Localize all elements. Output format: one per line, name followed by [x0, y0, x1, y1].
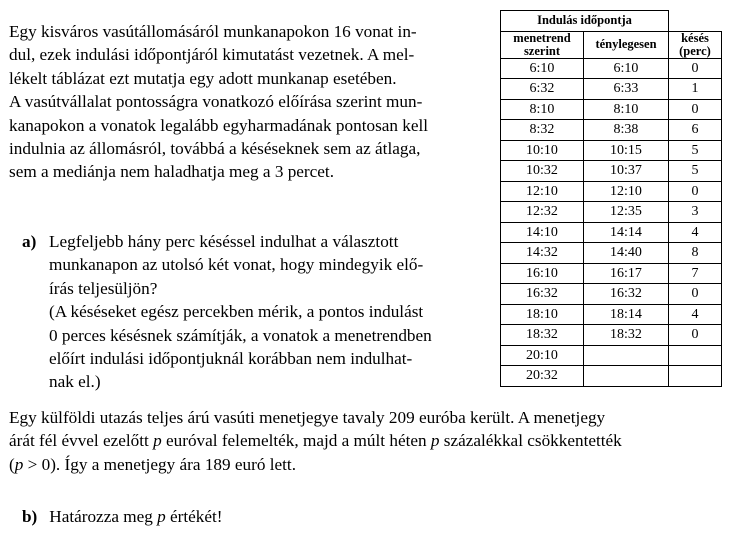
departure-table-container [500, 10, 722, 387]
question-a-line: Legfeljebb hány perc késéssel indulhat a választott [49, 232, 399, 251]
variable-p: p [14, 454, 24, 474]
question-a-line: előírt indulási időpontjuknál korábban nem indulhat- [49, 349, 413, 369]
cell-scheduled: 14:32 [501, 243, 584, 264]
ticket-line-3: (p > 0). Így a menetjegy ára 189 euró lett. [9, 454, 296, 474]
table-row [501, 243, 722, 264]
cell-delay: 1 [669, 79, 722, 100]
empty-header-cell [669, 11, 722, 32]
intro-line: indulnia az állomásról, továbbá a késéseknek sem az átlaga, [9, 139, 421, 159]
cell-actual: 18:14 [584, 304, 669, 325]
table-row [501, 140, 722, 161]
cell-actual: 16:17 [584, 263, 669, 284]
table-row [501, 284, 722, 305]
intro-line: Egy kisváros vasútállomásáról munkanapokon 16 vonat in- [9, 22, 417, 41]
cell-actual: 18:32 [584, 325, 669, 346]
header-delay [669, 31, 722, 58]
cell-delay: 5 [669, 140, 722, 161]
question-b-label: b) [22, 507, 38, 526]
question-a [22, 230, 492, 394]
cell-scheduled: 20:32 [501, 366, 584, 387]
cell-delay: 0 [669, 58, 722, 79]
cell-scheduled: 8:32 [501, 120, 584, 141]
header-scheduled [501, 31, 584, 58]
departure-table [500, 10, 722, 387]
table-row [501, 263, 722, 284]
cell-actual: 8:38 [584, 120, 669, 141]
cell-delay: 4 [669, 222, 722, 243]
question-b-text: Határozza meg p értékét! [49, 507, 223, 526]
ticket-line-1: Egy külföldi utazás teljes árú vasúti menetjegye tavaly 209 euróba került. A menetjegy [9, 408, 606, 427]
cell-actual: 10:15 [584, 140, 669, 161]
header-scheduled-line1: menetrend [513, 30, 571, 45]
cell-delay [669, 345, 722, 366]
cell-scheduled: 18:10 [501, 304, 584, 325]
cell-scheduled: 6:32 [501, 79, 584, 100]
question-a-line: munkanapon az utolsó két vonat, hogy mindegyik elő- [49, 255, 424, 275]
problem-intro [9, 20, 491, 184]
question-a-line: nak el.) [49, 372, 101, 392]
table-row [501, 79, 722, 100]
variable-p: p [157, 507, 166, 526]
intro-line: A vasútvállalat pontosságra vonatkozó előírása szerint mun- [9, 92, 423, 112]
table-row [501, 161, 722, 182]
cell-scheduled: 16:32 [501, 284, 584, 305]
header-actual: ténylegesen [584, 31, 669, 58]
question-a-line: (A késéseket egész percekben mérik, a pontos indulást [49, 302, 424, 322]
cell-delay: 4 [669, 304, 722, 325]
question-a-line: 0 perces késésnek számítják, a vonatok a menetrendben [49, 325, 432, 345]
cell-scheduled: 16:10 [501, 263, 584, 284]
cell-delay: 0 [669, 284, 722, 305]
question-a-line: írás teljesüljön? [49, 278, 158, 298]
cell-delay [669, 366, 722, 387]
cell-actual: 8:10 [584, 99, 669, 120]
question-a-body [49, 230, 492, 394]
table-row [501, 202, 722, 223]
ticket-problem [9, 406, 749, 476]
cell-scheduled: 12:10 [501, 181, 584, 202]
table-row [501, 304, 722, 325]
table-row [501, 181, 722, 202]
group-header: Indulás időpontja [501, 11, 669, 32]
variable-p: p [430, 431, 440, 451]
table-row [501, 99, 722, 120]
cell-scheduled: 10:32 [501, 161, 584, 182]
cell-delay: 6 [669, 120, 722, 141]
table-row [501, 58, 722, 79]
cell-actual: 6:10 [584, 58, 669, 79]
question-a-label: a) [22, 232, 37, 251]
cell-delay: 8 [669, 243, 722, 264]
variable-p: p [153, 431, 162, 451]
intro-line: lékelt táblázat ezt mutatja egy adott munkanap esetében. [9, 68, 397, 88]
intro-line: sem a mediánja nem haladhatja meg a 3 percet. [9, 162, 334, 182]
cell-delay: 3 [669, 202, 722, 223]
intro-line: dul, ezek indulási időpontjáról kimutatást vezetnek. A mel- [9, 45, 415, 65]
cell-actual [584, 366, 669, 387]
header-scheduled-line2: szerint [523, 43, 561, 58]
cell-scheduled: 12:32 [501, 202, 584, 223]
table-row [501, 222, 722, 243]
table-row [501, 120, 722, 141]
cell-delay: 7 [669, 263, 722, 284]
cell-delay: 5 [669, 161, 722, 182]
cell-actual [584, 345, 669, 366]
cell-actual: 16:32 [584, 284, 669, 305]
ticket-line-2: árát fél évvel ezelőtt p euróval felemelték, majd a múlt héten p százalékkal csökkentették [9, 431, 622, 451]
cell-actual: 6:33 [584, 79, 669, 100]
cell-actual: 14:40 [584, 243, 669, 264]
table-row [501, 345, 722, 366]
cell-scheduled: 20:10 [501, 345, 584, 366]
cell-scheduled: 6:10 [501, 58, 584, 79]
cell-scheduled: 8:10 [501, 99, 584, 120]
intro-line: kanapokon a vonatok legalább egyharmadának pontosan kell [9, 115, 429, 135]
cell-scheduled: 18:32 [501, 325, 584, 346]
question-b [22, 505, 223, 528]
cell-delay: 0 [669, 181, 722, 202]
cell-actual: 10:37 [584, 161, 669, 182]
cell-delay: 0 [669, 325, 722, 346]
cell-scheduled: 10:10 [501, 140, 584, 161]
table-row [501, 366, 722, 387]
departure-table-body [501, 58, 722, 386]
cell-delay: 0 [669, 99, 722, 120]
cell-actual: 12:35 [584, 202, 669, 223]
cell-actual: 14:14 [584, 222, 669, 243]
table-row [501, 325, 722, 346]
header-delay-line1: késés [681, 30, 709, 45]
cell-scheduled: 14:10 [501, 222, 584, 243]
cell-actual: 12:10 [584, 181, 669, 202]
header-delay-line2: (perc) [679, 43, 711, 58]
